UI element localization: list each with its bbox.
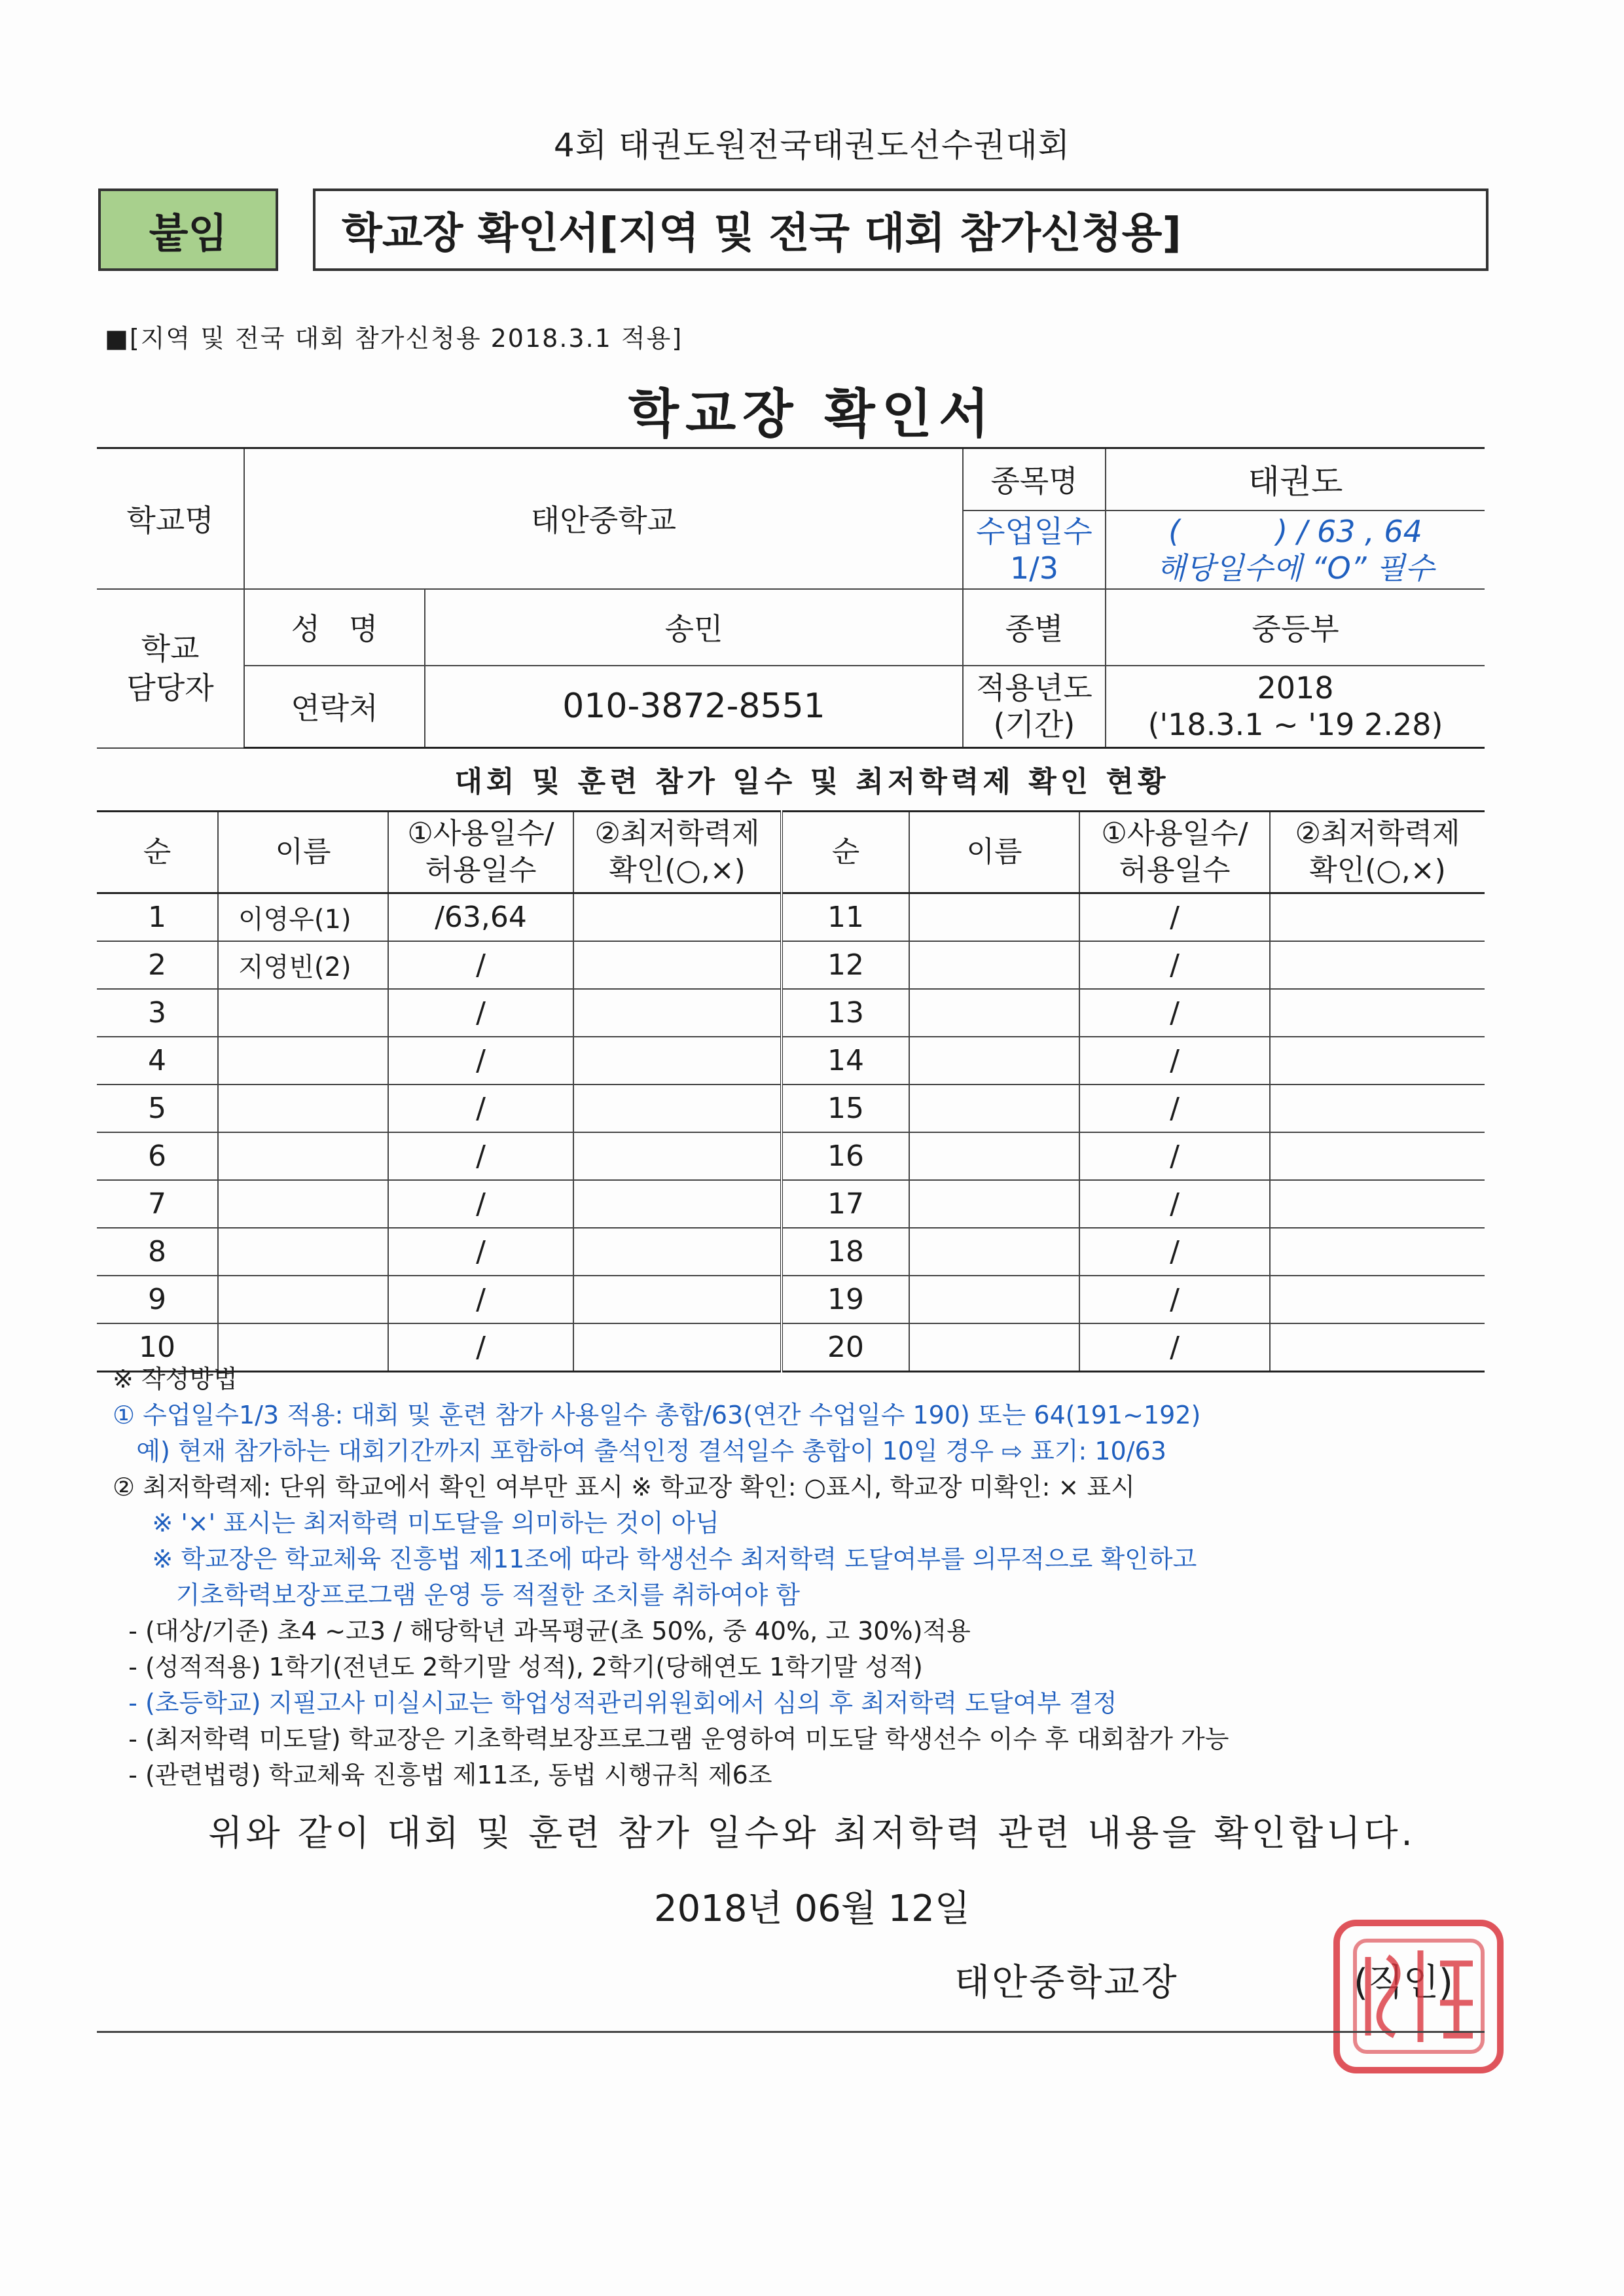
row-number-right: 18: [782, 1228, 909, 1276]
attendance-row: [97, 1228, 1485, 1276]
attachment-badge: 붙임: [98, 188, 278, 271]
row-number-left: 9: [97, 1276, 218, 1323]
attendance-header-row: [97, 812, 1485, 893]
header-min-line1: ②최저학력제: [594, 817, 760, 850]
header-days-right: [1079, 812, 1270, 893]
athlete-name-right: [909, 1180, 1079, 1228]
used-days-left: /: [388, 1228, 573, 1276]
manager-label-line1: 학교: [141, 631, 200, 666]
method-line: - (대상/기준) 초4 ~고3 / 해당학년 과목평균(초 50%, 중 40%, 고 30%)적용: [113, 1617, 971, 1645]
row-number-right: 17: [782, 1180, 909, 1228]
athlete-name-left: [218, 1132, 388, 1180]
row-number-right: 16: [782, 1132, 909, 1180]
year-value-line1: 2018: [1257, 670, 1334, 706]
method-line: 기초학력보장프로그램 운영 등 적절한 조치를 취하여야 함: [113, 1581, 801, 1609]
header-no-left: 순: [97, 812, 218, 893]
school-info-table: [97, 447, 1485, 749]
header-days-line2: 허용일수: [425, 853, 537, 887]
min-academic-right: [1270, 1228, 1485, 1276]
name-value: 송민: [425, 589, 963, 666]
attendance-row: [97, 989, 1485, 1037]
sport-label: 종목명: [963, 448, 1106, 511]
min-academic-left: [573, 893, 782, 942]
school-label: 학교명: [97, 448, 244, 589]
athlete-name-right: [909, 1228, 1079, 1276]
method-line: ※ 학교장은 학교체육 진흥법 제11조에 따라 학생선수 최저학력 도달여부를 의무적으로 확인하고: [113, 1545, 1197, 1573]
min-academic-right: [1270, 989, 1485, 1037]
issue-date: 2018년 06월 12일: [654, 1888, 970, 1930]
school-name: 태안중학교: [244, 448, 963, 589]
used-days-right: /: [1079, 1228, 1270, 1276]
year-value-line2: ('18.3.1 ~ '19 2.28): [1147, 707, 1443, 743]
row-number-left: 10: [97, 1323, 218, 1372]
header-min-left: [573, 812, 782, 893]
method-line: - (성적적용) 1학기(전년도 2학기말 성적), 2학기(당해연도 1학기말 성적): [113, 1653, 923, 1681]
contact-label: 연락처: [244, 666, 425, 748]
min-academic-right: [1270, 1180, 1485, 1228]
method-line: - (초등학교) 지필고사 미실시교는 학업성적관리위원회에서 심의 후 최저학력 도달여부 결정: [113, 1689, 1117, 1717]
attendance-row: [97, 1085, 1485, 1132]
class-days-value: [1106, 511, 1485, 589]
athlete-name-left: [218, 1085, 388, 1132]
header-name-left: 이름: [218, 812, 388, 893]
athlete-name-left: [218, 989, 388, 1037]
min-academic-left: [573, 1037, 782, 1085]
method-line: ② 최저학력제: 단위 학교에서 확인 여부만 표시 ※ 학교장 확인: ○표시, 학교장 미확인: × 표시: [113, 1473, 1135, 1501]
category-value: 중등부: [1106, 589, 1485, 666]
event-title: 4회 태권도원전국태권도선수권대회: [553, 126, 1071, 164]
min-academic-right: [1270, 1037, 1485, 1085]
header-no-right: 순: [782, 812, 909, 893]
min-academic-right: [1270, 1276, 1485, 1323]
min-academic-left: [573, 1180, 782, 1228]
attendance-row: [97, 941, 1485, 989]
class-days-value-line1: ( ) / 63 , 64: [1168, 513, 1422, 549]
method-line: ※ '×' 표시는 최저학력 미도달을 의미하는 것이 아님: [113, 1509, 719, 1537]
used-days-left: /: [388, 1180, 573, 1228]
athlete-name-right: [909, 989, 1079, 1037]
section-title: 대회 및 훈련 참가 일수 및 최저학력제 확인 현황: [454, 765, 1170, 798]
used-days-left: /63,64: [388, 893, 573, 942]
row-number-right: 13: [782, 989, 909, 1037]
class-days-label-line1: 수업일수: [976, 513, 1092, 549]
used-days-left: /: [388, 1132, 573, 1180]
category-label: 종별: [963, 589, 1106, 666]
method-line: ① 수업일수1/3 적용: 대회 및 훈련 참가 사용일수 총합/63(연간 수업일수 190) 또는 64(191~192): [113, 1401, 1201, 1429]
header-min-right: [1270, 812, 1485, 893]
used-days-right: /: [1079, 941, 1270, 989]
header-min-line1: ②최저학력제: [1295, 817, 1460, 850]
row-number-left: 4: [97, 1037, 218, 1085]
apply-note: ■[지역 및 전국 대회 참가신청용 2018.3.1 적용]: [105, 324, 683, 353]
header-min-line2: 확인(○,×): [609, 853, 746, 887]
method-line: - (최저학력 미도달) 학교장은 기초학력보장프로그램 운영하여 미도달 학생선수 이수 후 대회참가 가능: [113, 1725, 1229, 1753]
min-academic-right: [1270, 893, 1485, 942]
used-days-right: /: [1079, 1276, 1270, 1323]
row-number-left: 1: [97, 893, 218, 942]
class-days-value-line2: 해당일수에 “O” 필수: [1156, 550, 1435, 586]
row-number-right: 14: [782, 1037, 909, 1085]
used-days-left: /: [388, 1276, 573, 1323]
row-number-left: 6: [97, 1132, 218, 1180]
confirmation-text: 위와 같이 대회 및 훈련 참가 일수와 최저학력 관련 내용을 확인합니다.: [208, 1812, 1416, 1854]
athlete-name-left: 이영우(1): [218, 893, 388, 942]
attendance-table: [97, 810, 1485, 1372]
athlete-name-left: [218, 1228, 388, 1276]
method-line: 예) 현재 참가하는 대회기간까지 포함하여 출석인정 결석일수 총합이 10일 경우 ⇨ 표기: 10/63: [113, 1437, 1166, 1465]
header-title: 학교장 확인서[지역 및 전국 대회 참가신청용]: [313, 188, 1489, 271]
manager-label-line2: 담당자: [126, 670, 214, 706]
min-academic-right: [1270, 1132, 1485, 1180]
used-days-left: /: [388, 1037, 573, 1085]
sport-value: 태권도: [1106, 448, 1485, 511]
attendance-row: [97, 893, 1485, 942]
used-days-right: /: [1079, 989, 1270, 1037]
official-seal-mark: (직인): [1354, 1962, 1453, 2004]
name-label: 성 명: [244, 589, 425, 666]
row-number-right: 12: [782, 941, 909, 989]
header-days-line2: 허용일수: [1119, 853, 1231, 887]
row-number-right: 15: [782, 1085, 909, 1132]
principal-name: 태안중학교장: [954, 1962, 1179, 2004]
min-academic-right: [1270, 941, 1485, 989]
min-academic-left: [573, 1228, 782, 1276]
athlete-name-right: [909, 1085, 1079, 1132]
used-days-left: /: [388, 941, 573, 989]
used-days-right: /: [1079, 1132, 1270, 1180]
method-heading: ※ 작성방법: [113, 1365, 238, 1393]
min-academic-left: [573, 989, 782, 1037]
header-name-right: 이름: [909, 812, 1079, 893]
used-days-right: /: [1079, 1323, 1270, 1372]
row-number-left: 7: [97, 1180, 218, 1228]
min-academic-right: [1270, 1085, 1485, 1132]
athlete-name-right: [909, 1276, 1079, 1323]
seal-glyphs: [1368, 1950, 1473, 2042]
attendance-row: [97, 1276, 1485, 1323]
row-number-left: 3: [97, 989, 218, 1037]
header-min-line2: 확인(○,×): [1309, 853, 1446, 887]
writing-method: [113, 1361, 1494, 1793]
manager-label: [97, 589, 244, 748]
athlete-name-left: [218, 1180, 388, 1228]
athlete-name-left: [218, 1276, 388, 1323]
header-days-line1: ①사용일수/: [1101, 817, 1248, 850]
athlete-name-right: [909, 893, 1079, 942]
row-number-right: 20: [782, 1323, 909, 1372]
used-days-right: /: [1079, 893, 1270, 942]
document-title: 학교장 확인서: [628, 384, 996, 444]
class-days-label: [963, 511, 1106, 589]
used-days-left: /: [388, 1085, 573, 1132]
class-days-label-line2: 1/3: [1009, 550, 1059, 586]
athlete-name-left: 지영빈(2): [218, 941, 388, 989]
year-value: [1106, 666, 1485, 748]
contact-value: 010-3872-8551: [425, 666, 963, 748]
min-academic-left: [573, 1276, 782, 1323]
year-label-line1: 적용년도: [976, 670, 1092, 706]
year-label: [963, 666, 1106, 748]
min-academic-left: [573, 1132, 782, 1180]
method-line: - (관련법령) 학교체육 진흥법 제11조, 동법 시행규칙 제6조: [113, 1761, 772, 1789]
year-label-line2: (기간): [993, 707, 1075, 743]
athlete-name-right: [909, 1037, 1079, 1085]
used-days-right: /: [1079, 1085, 1270, 1132]
athlete-name-right: [909, 1132, 1079, 1180]
attendance-row: [97, 1037, 1485, 1085]
attendance-row: [97, 1180, 1485, 1228]
header-days-left: [388, 812, 573, 893]
bottom-rule: [97, 2031, 1485, 2033]
attendance-row: [97, 1132, 1485, 1180]
method-lines: [113, 1397, 1494, 1793]
used-days-right: /: [1079, 1180, 1270, 1228]
row-number-left: 2: [97, 941, 218, 989]
attendance-rows: [97, 893, 1485, 1372]
used-days-left: /: [388, 989, 573, 1037]
used-days-left: /: [388, 1323, 573, 1372]
row-number-right: 11: [782, 893, 909, 942]
min-academic-left: [573, 941, 782, 989]
athlete-name-left: [218, 1037, 388, 1085]
header-days-line1: ①사용일수/: [407, 817, 554, 850]
official-seal-stamp: [1329, 1911, 1512, 2081]
used-days-right: /: [1079, 1037, 1270, 1085]
row-number-left: 8: [97, 1228, 218, 1276]
min-academic-left: [573, 1085, 782, 1132]
row-number-right: 19: [782, 1276, 909, 1323]
athlete-name-right: [909, 941, 1079, 989]
row-number-left: 5: [97, 1085, 218, 1132]
